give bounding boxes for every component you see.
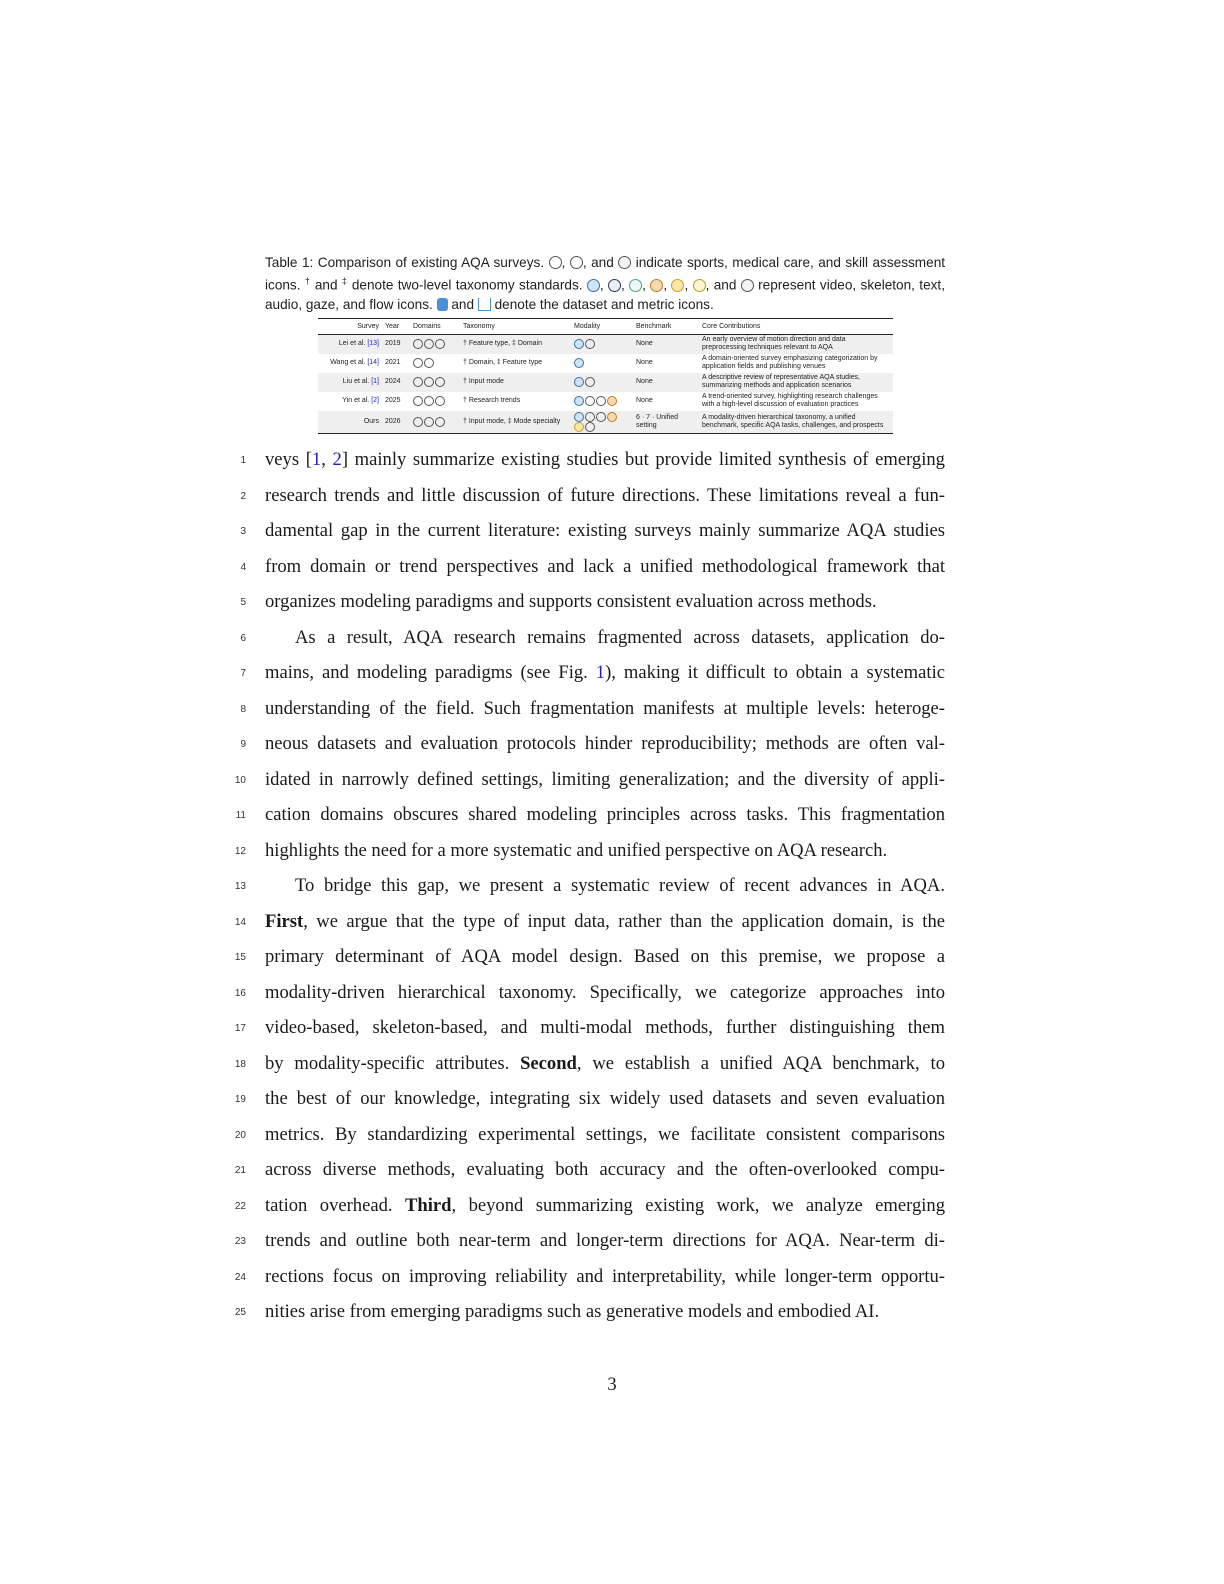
citation-link[interactable]: [14] (367, 359, 379, 366)
skeleton-icon (585, 339, 595, 349)
domain-icons (410, 335, 460, 354)
metric-icon (478, 298, 491, 311)
text-line: mains, and modeling paradigms (see Fig. 1), making it difficult to obtain a systematic (265, 662, 945, 683)
medical-care-icon (424, 396, 434, 406)
medical-care-icon (570, 256, 583, 269)
flow-icon (585, 422, 595, 432)
medical-care-icon (424, 358, 434, 368)
sports-icon (413, 358, 423, 368)
audio-icon (650, 279, 663, 292)
flow-icon (693, 279, 706, 292)
line-number: 24 (234, 1271, 246, 1283)
line-number: 5 (240, 597, 246, 608)
text-line: highlights the need for a more systematic and unified perspective on AQA research. (265, 839, 888, 861)
sports-icon (413, 339, 423, 349)
line-number: 25 (234, 1307, 246, 1318)
skill-assessment-icon (618, 256, 631, 269)
line-number: 21 (234, 1165, 246, 1176)
skill-assessment-icon (435, 417, 445, 427)
table-row: Yin et al. [2] 2025 † Research trends None A trend-oriented survey, highlighting research challenges with a high-level discussion of evaluation practices (318, 392, 893, 411)
table-caption: Table 1: Comparison of existing AQA surveys. , , and indicate sports, medical care, and skill assessment icons. † and ‡ denote two-level taxonomy standards. , , , , , , and represent video, skeleton, text, audio, gaze, and flow icons. and denote the dataset and metric icons. (265, 255, 946, 312)
text-line: organizes modeling paradigms and supports consistent evaluation across methods. (265, 591, 877, 612)
text-line: metrics. By standardizing experimental settings, we facilitate consistent comparisons (265, 1123, 945, 1145)
text-line: First, we argue that the type of input data, rather than the application domain, is the (265, 910, 945, 932)
line-number: 22 (234, 1200, 246, 1212)
col-benchmark: Benchmark (636, 323, 672, 330)
text-line: As a result, AQA research remains fragmented across datasets, application do- (295, 626, 945, 648)
text-line: research trends and little discussion of future directions. These limitations reveal a fun- (265, 484, 945, 506)
text-line: nities arise from emerging paradigms such as generative models and embodied AI. (265, 1301, 880, 1322)
gaze-icon (671, 279, 684, 292)
video-icon (587, 279, 600, 292)
domain-icons (410, 392, 460, 411)
text-line: across diverse methods, evaluating both accuracy and the often-overlooked compu- (265, 1159, 945, 1180)
line-number: 20 (234, 1129, 246, 1141)
citation-link[interactable]: [13] (367, 340, 379, 348)
skeleton-icon (585, 377, 595, 387)
text-line: cation domains obscures shared modeling principles across tasks. This fragmentation (265, 804, 945, 825)
sports-icon (413, 417, 423, 427)
caption-text: Table 1: Comparison of existing AQA surveys. (265, 255, 545, 270)
text-line: To bridge this gap, we present a systematic review of recent advances in AQA. (295, 875, 945, 896)
text-line: veys [1, 2] mainly summarize existing studies but provide limited synthesis of emerging (265, 449, 945, 470)
video-icon (574, 377, 584, 387)
skill-assessment-icon (435, 396, 445, 406)
text-line: idated in narrowly defined settings, limiting generalization; and the diversity of appli- (265, 768, 945, 790)
text-icon (596, 396, 606, 406)
line-number: 6 (240, 632, 246, 644)
line-number: 12 (234, 845, 246, 857)
line-number: 8 (240, 703, 246, 715)
domain-icons (410, 373, 460, 392)
line-number: 17 (234, 1023, 246, 1034)
skill-assessment-icon (435, 339, 445, 349)
modality-icons (571, 354, 633, 373)
skeleton-icon (585, 412, 595, 422)
modality-icons (571, 335, 633, 354)
audio-icon (607, 412, 617, 422)
line-number: 11 (235, 810, 246, 821)
col-survey: Survey (357, 323, 379, 330)
skeleton-icon (608, 279, 621, 292)
page-number: 3 (607, 1374, 617, 1395)
video-icon (574, 396, 584, 406)
text-line: primary determinant of AQA model design. Based on this premise, we propose a (265, 946, 945, 967)
medical-care-icon (424, 377, 434, 387)
text-icon (629, 279, 642, 292)
dagger-mark: † (304, 276, 311, 286)
line-number: 15 (234, 952, 246, 963)
text-icon (596, 412, 606, 422)
audio-icon (607, 396, 617, 406)
double-dagger-mark: ‡ (341, 276, 348, 286)
text-line: damental gap in the current literature: existing surveys mainly summarize AQA studies (265, 520, 945, 541)
col-core-contributions: Core Contributions (702, 323, 761, 330)
sports-icon (413, 377, 423, 387)
medical-care-icon (424, 339, 434, 349)
col-year: Year (385, 323, 400, 330)
col-modality: Modality (574, 323, 601, 330)
modality-icons (571, 373, 633, 392)
line-number: 2 (240, 490, 246, 502)
dataset-icon (437, 298, 448, 311)
text-line: the best of our knowledge, integrating six widely used datasets and seven evaluation (265, 1088, 945, 1109)
gaze-icon (574, 422, 584, 432)
text-line: from domain or trend perspectives and lack a unified methodological framework that (265, 555, 945, 577)
table-row: Liu et al. [1] 2024 † Input mode None A descriptive review of representative AQA studies, summarizing methods and application scenarios (318, 373, 893, 392)
text-line: trends and outline both near-term and longer-term directions for AQA. Near-term di- (265, 1230, 945, 1251)
table-row: Ours 2026 † Input mode, ‡ Mode specialty 6 · 7 · Unified setting A modality-driven hierarchical taxonomy, a unified benchmark, specific AQA tasks, challenges, and prospects (318, 411, 893, 434)
line-number: 14 (234, 916, 246, 928)
sports-icon (549, 256, 562, 269)
citation-link[interactable]: [1] (371, 378, 379, 385)
line-number: 9 (240, 739, 246, 750)
modality-icons (571, 411, 633, 434)
line-number: 3 (240, 526, 246, 537)
comparison-table (318, 318, 893, 434)
representation-icon (741, 279, 754, 292)
skeleton-icon (585, 396, 595, 406)
video-icon (574, 412, 584, 422)
line-number: 1 (240, 455, 246, 466)
sports-icon (413, 396, 423, 406)
line-number: 10 (234, 774, 246, 786)
domain-icons (410, 411, 460, 434)
video-icon (574, 358, 584, 368)
text-line: neous datasets and evaluation protocols hinder reproducibility; methods are often val- (265, 733, 945, 754)
line-number: 4 (240, 561, 246, 573)
line-number: 16 (234, 987, 246, 999)
line-number: 19 (234, 1094, 246, 1105)
text-line: understanding of the field. Such fragmentation manifests at multiple levels: heteroge- (265, 697, 945, 719)
text-line: video-based, skeleton-based, and multi-modal methods, further distinguishing them (265, 1017, 945, 1038)
table-row: Wang et al. [14] 2021 † Domain, ‡ Feature type None A domain-oriented survey emphasizing categorization by application fields and publishing venues (318, 354, 893, 373)
text-line: rections focus on improving reliability and interpretability, while longer-term opportu- (265, 1265, 945, 1287)
line-number: 18 (234, 1058, 246, 1070)
medical-care-icon (424, 417, 434, 427)
text-line: modality-driven hierarchical taxonomy. Specifically, we categorize approaches into (265, 981, 945, 1003)
table-row: Lei et al. [13] 2019 † Feature type, ‡ Domain None An early overview of motion direction and data preprocessing techniques relevant to AQA (318, 335, 893, 354)
line-number: 7 (240, 668, 246, 679)
col-taxonomy: Taxonomy (463, 323, 495, 330)
citation-link[interactable]: [2] (371, 397, 379, 404)
skill-assessment-icon (435, 377, 445, 387)
domain-icons (410, 354, 460, 373)
table-header-row (318, 319, 893, 335)
line-number: 13 (234, 881, 246, 892)
text-line: tation overhead. Third, beyond summarizing existing work, we analyze emerging (265, 1194, 945, 1216)
video-icon (574, 339, 584, 349)
line-number: 23 (234, 1236, 246, 1247)
text-line: by modality-specific attributes. Second, we establish a unified AQA benchmark, to (265, 1052, 945, 1074)
modality-icons (571, 392, 633, 411)
col-domains: Domains (413, 323, 441, 330)
